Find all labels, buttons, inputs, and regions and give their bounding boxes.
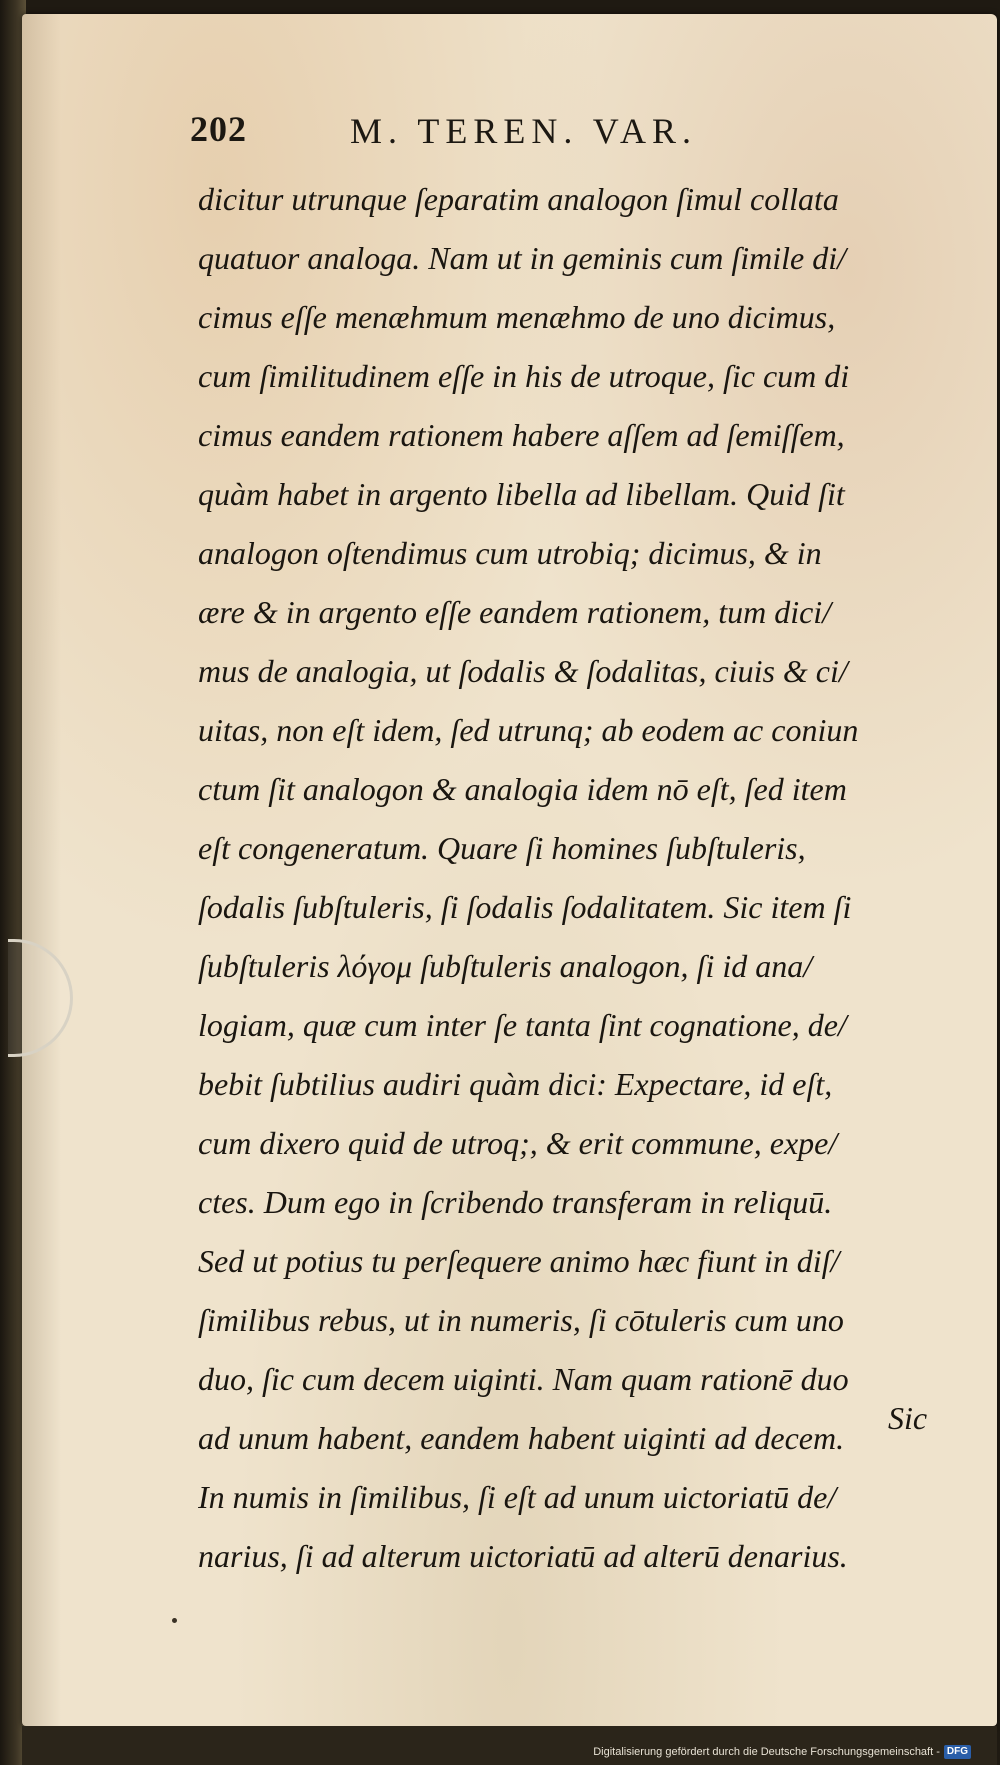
text-line: cimus eandem rationem habere aſſem ad ſemiſſem, [198,417,845,453]
text-line: analogon oſtendimus cum utrobiq; dicimus, & in [198,535,822,571]
text-line: duo, ſic cum decem uiginti. Nam quam rationē duo [198,1361,849,1397]
page-number: 202 [190,109,247,149]
text-line: ſodalis ſubſtuleris, ſi ſodalis ſodalitatem. Sic item ſi [198,889,852,925]
credit-text: Digitalisierung gefördert durch die Deutsche Forschungsgemeinschaft - [593,1746,940,1758]
text-line: cum dixero quid de utroq;, & erit commune, expe/ [198,1125,838,1161]
text-line: ad unum habent, eandem habent uiginti ad decem. [198,1420,845,1456]
text-line: eſt congeneratum. Quare ſi homines ſubſtuleris, [198,830,806,866]
ink-dot [172,1618,177,1623]
text-line: narius, ſi ad alterum uictoriatū ad alterū denarius. [198,1538,848,1574]
text-line: quàm habet in argento libella ad libellam. Quid ſit [198,476,845,512]
text-line: ære & in argento eſſe eandem rationem, tum dici/ [198,594,832,630]
body-text [198,170,943,1586]
text-line: bebit ſubtilius audiri quàm dici: Expectare, id eſt, [198,1066,833,1102]
text-line: quatuor analoga. Nam ut in geminis cum ſimile di/ [198,240,846,276]
text-line: mus de analogia, ut ſodalis & ſodalitas, ciuis & ci/ [198,653,848,689]
digitization-credit [593,1745,971,1759]
text-line: cimus eſſe menæhmum menæhmo de uno dicimus, [198,299,836,335]
text-line: In numis in ſimilibus, ſi eſt ad unum uictoriatū de/ [198,1479,837,1515]
catchword: Sic [888,1400,928,1436]
text-line: dicitur utrunque ſeparatim analogon ſimul collata [198,181,839,217]
page-clip [8,939,73,1057]
dfg-logo-icon: DFG [944,1745,971,1759]
text-line: logiam, quæ cum inter ſe tanta ſint cognatione, de/ [198,1007,847,1043]
text-line: ſimilibus rebus, ut in numeris, ſi cōtuleris cum uno [198,1302,844,1338]
text-line: ctes. Dum ego in ſcribendo transferam in reliquū. [198,1184,833,1220]
page-header [190,108,830,158]
running-head: M. TEREN. VAR. [350,111,698,151]
text-line: Sed ut potius tu perſequere animo hæc fiunt in diſ/ [198,1243,840,1279]
text-line: uitas, non eſt idem, ſed utrunq; ab eodem ac coniun [198,712,859,748]
text-line: ſubſtuleris λόγομ ſubſtuleris analogon, ſi id ana/ [198,948,813,984]
scan-bottom-edge [22,1726,997,1765]
text-line: ctum ſit analogon & analogia idem nō eſt, ſed item [198,771,847,807]
text-line: cum ſimilitudinem eſſe in his de utroque, ſic cum di [198,358,850,394]
